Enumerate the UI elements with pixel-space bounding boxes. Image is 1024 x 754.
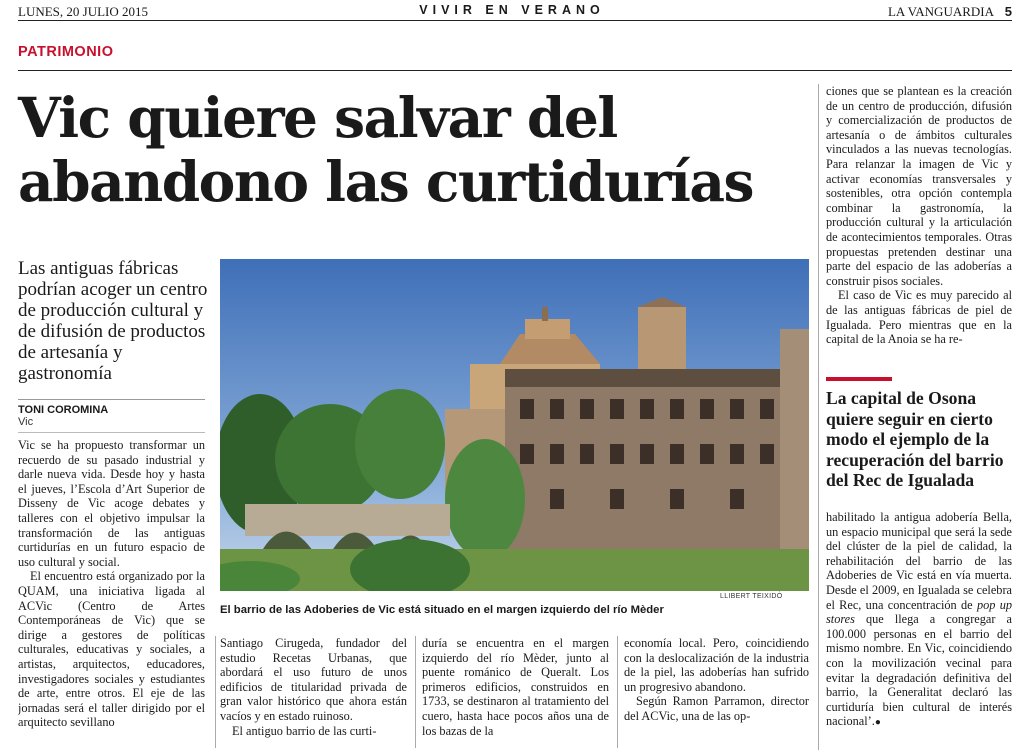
author: TONI COROMINA [18,404,109,416]
paragraph: duría se encuentra en el margen izquierdo del río Mèder, junto al puente románico de Queralt. Los primeros edificios, construidos en 1733, se destinaron al tratamiento del cuero, hasta hace pocos años una de los bazas de la [422,636,609,738]
pull-quote-bar [826,377,892,381]
article-photo [220,259,809,591]
byline-rule [18,399,205,400]
body-column-4 [624,636,809,746]
paragraph: El caso de Vic es muy parecido al de las antiguas fábricas de piel de Igualada. Pero mientras que en la capital de la Anoia se ha re- [826,288,1012,347]
italic-term: pop up stores [826,597,1012,627]
column-divider [818,84,819,750]
newspaper-name: LA VANGUARDIA [887,4,994,19]
byline-bottom-rule [18,432,205,433]
column-divider [415,636,416,748]
paragraph: ciones que se plantean es la creación de un centro de producción, difusión y comercialización de productos de artesanía o de ámbitos culturales vinculados a las nuevas tecnologías. Para relanzar la imagen de Vic y activar economías transversales y sostenibles, otra opción contempla combinar la gastronomía, la producción cultural y la articulación de acontecimientos temporales. Otras propuestas pretenden destinar una parte del espacio de las adoberías a construir pisos sociales. [826,84,1012,288]
body-column-5-bottom [826,510,1012,750]
paragraph: El encuentro está organizado por la QUAM, una iniciativa ligada al ACVic (Centro de Artes Contemporáneas de Vic) que se dirige a gestores de políticas culturales, educativas y sociales, a artistas, arquitectos, educadores, investigadores sociales y estudiantes de arte, entre otros. El eje de las jornadas será el taller dirigido por el arquitecto sevillano [18,569,205,730]
location: Vic [18,416,34,428]
paragraph: El antiguo barrio de las curti- [232,723,377,738]
deck: Las antiguas fábricas podrían acoger un centro de producción cultural y de difusión de productos de artesanía y gastronomía [18,258,208,384]
body-column-1 [18,438,205,742]
headline [18,86,808,214]
section-rule [18,70,1012,71]
photo-caption: El barrio de las Adoberies de Vic está situado en el margen izquierdo del río Mèder [220,604,664,616]
body-column-3 [422,636,609,746]
photo-illustration [220,259,809,591]
pull-quote: La capital de Osona quiere seguir en cierto modo el ejemplo de la recuperación del barrio del Rec de Igualada [826,388,1004,490]
paragraph: Según Ramon Parramon, director del ACVic, una de las op- [624,694,809,723]
paragraph: economía local. Pero, coincidiendo con la deslocalización de la industria de la piel, las adoberías han sufrido un progresivo abandono. [624,636,809,694]
page-number: 5 [1004,4,1012,19]
page-date: LUNES, 20 JULIO 2015 [18,4,148,19]
paragraph-text-end: que llega a congregar a 100.000 personas en el barrio del mismo nombre. En Vic, coincidiendo con la movilización vecinal para evitar la degradación definitiva del barrio, la Generalitat declaró las curtiduría bien cultural de interés nacional’. [826,612,1012,729]
section-label: PATRIMONIO [18,44,114,60]
column-divider [215,636,216,748]
body-column-5-top [826,84,1012,356]
paragraph: Vic se ha propuesto transformar un recuerdo de su pasado industrial y darle nueva vida. Desde hoy y hasta el jueves, l’Escola d’Art Superior de Disseny de Vic acoge debates y talleres con el objetivo impulsar la transformación de las antiguas curtidurías en un futuro espacio de uso cultural y social. [18,438,205,569]
paragraph: Santiago Cirugeda, fundador del estudio Recetas Urbanas, que abordará el uso futuro de unos edificios de titularidad privada de gran valor histórico que ahora están vacíos y en estado ruinoso. [220,636,407,723]
paragraph [826,510,1012,731]
photo-credit: LLIBERT TEIXIDÓ [720,593,783,600]
section-header: VIVIR EN VERANO [419,3,605,17]
end-mark-icon: ● [874,717,881,729]
headline-line-1: Vic quiere salvar del [18,85,617,150]
body-column-2 [220,636,407,746]
headline-line-2: abandono las curtidurías [18,149,753,214]
paragraph-text: habilitado la antigua adobería Bella, un espacio municipal que será la sede del clúster de la piel de calidad, la rehabilitación del barrio de las Adoberies de Vic está en vía muerta. Desde el 2009, en Igualada se celebra el Rec, una concentración de [826,510,1012,612]
column-divider [617,636,618,748]
masthead-rule [18,20,1012,21]
